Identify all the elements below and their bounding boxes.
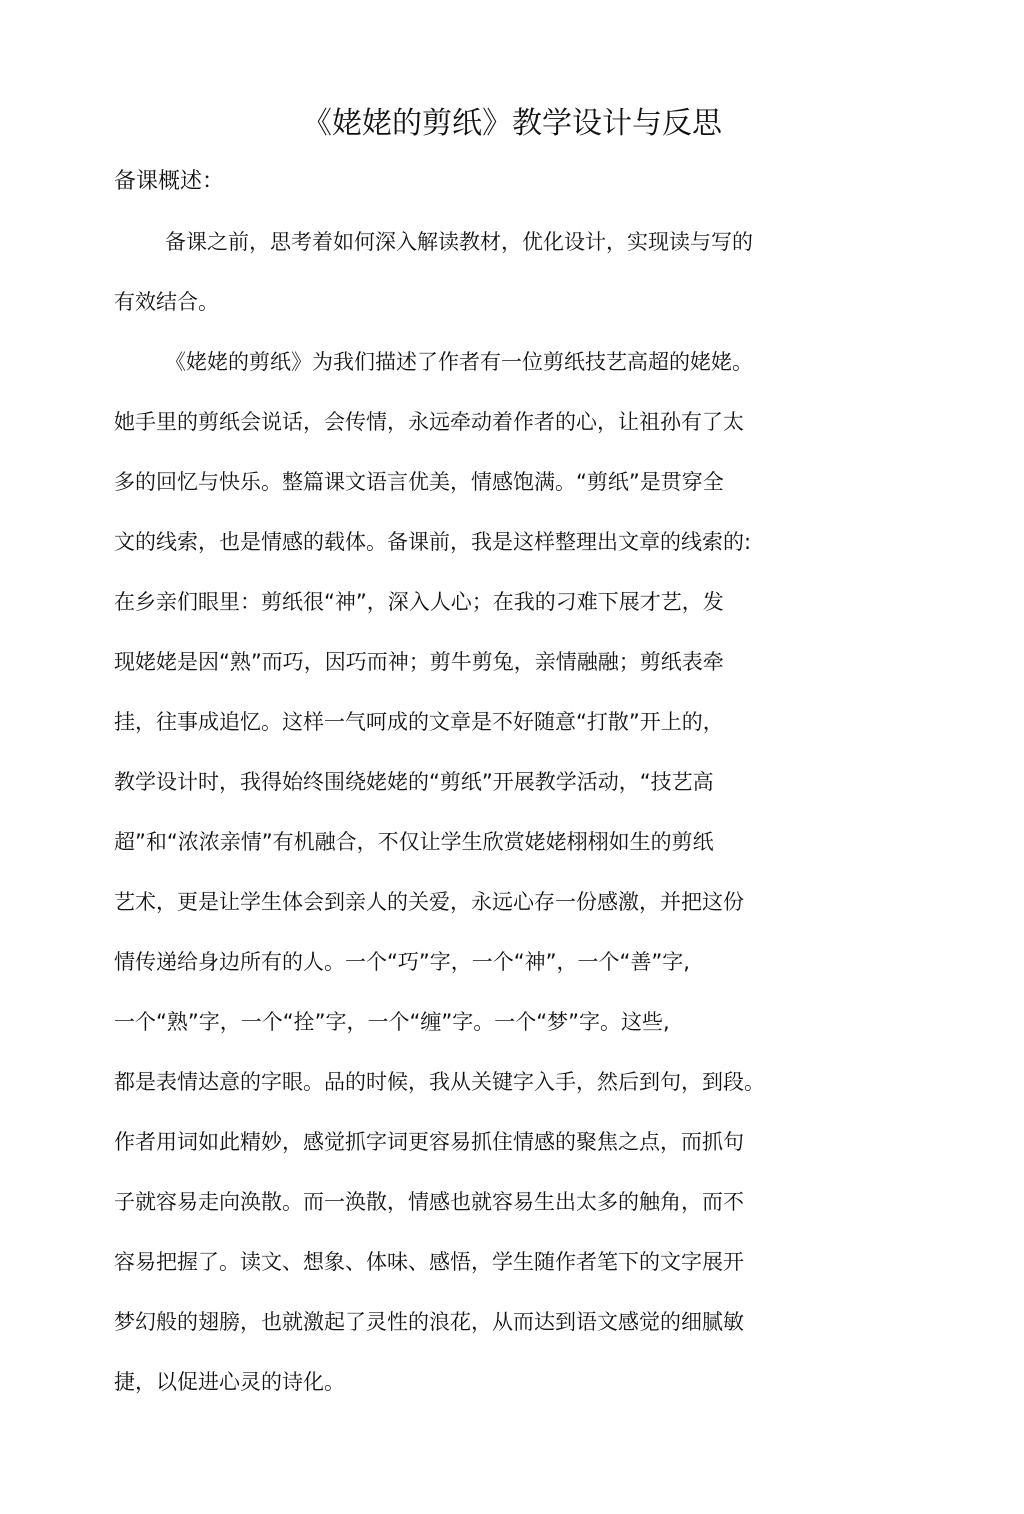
paragraph-line: 梦幻般的翅膀，也就激起了灵性的浪花，从而达到语文感觉的细腻敏 <box>114 1310 744 1334</box>
paragraph-line: 有效结合。 <box>114 290 219 314</box>
paragraph-line: 容易把握了。读文、想象、体味、感悟，学生随作者笔下的文字展开 <box>114 1250 744 1274</box>
section-heading: 备课概述： <box>114 169 225 194</box>
document-title: 《姥姥的剪纸》教学设计与反思 <box>302 106 722 141</box>
paragraph-line: 情传递给身边所有的人。一个“巧”字，一个“神”，一个“善”字, <box>114 950 690 974</box>
paragraph-line: 在乡亲们眼里：剪纸很“神”，深入人心；在我的刁难下展才艺，发 <box>114 590 724 614</box>
paragraph-line: 一个“熟”字，一个“拴”字，一个“缠”字。一个“梦”字。这些, <box>114 1010 670 1034</box>
paragraph-line: 《姥姥的剪纸》为我们描述了作者有一位剪纸技艺高超的姥姥。 <box>165 350 753 374</box>
paragraph-line: 作者用词如此精妙，感觉抓字词更容易抓住情感的聚焦之点，而抓句 <box>114 1130 744 1154</box>
paragraph-line: 她手里的剪纸会说话，会传情，永远牵动着作者的心，让祖孙有了太 <box>114 410 744 434</box>
paragraph-line: 捷，以促进心灵的诗化。 <box>114 1370 345 1394</box>
paragraph-line: 多的回忆与快乐。整篇课文语言优美，情感饱满。“剪纸”是贯穿全 <box>114 470 724 494</box>
paragraph-line: 超”和“浓浓亲情”有机融合，不仅让学生欣赏姥姥栩栩如生的剪纸 <box>114 830 714 854</box>
paragraph-line: 艺术，更是让学生体会到亲人的关爱，永远心存一份感激，并把这份 <box>114 890 744 914</box>
paragraph-line: 文的线索，也是情感的载体。备课前，我是这样整理出文章的线索的: <box>114 530 752 554</box>
paragraph-line: 教学设计时，我得始终围绕姥姥的“剪纸”开展教学活动，“技艺高 <box>114 770 714 794</box>
paragraph-line: 挂，往事成追忆。这样一气呵成的文章是不好随意“打散”开上的， <box>114 710 724 734</box>
paragraph-line: 现姥姥是因“熟”而巧，因巧而神；剪牛剪兔，亲情融融；剪纸表牵 <box>114 650 724 674</box>
paragraph-line: 子就容易走向涣散。而一涣散，情感也就容易生出太多的触角，而不 <box>114 1190 744 1214</box>
paragraph-line: 都是表情达意的字眼。品的时候，我从关键字入手，然后到句，到段。 <box>114 1070 765 1094</box>
paragraph-line: 备课之前，思考着如何深入解读教材，优化设计，实现读与写的 <box>165 230 753 254</box>
